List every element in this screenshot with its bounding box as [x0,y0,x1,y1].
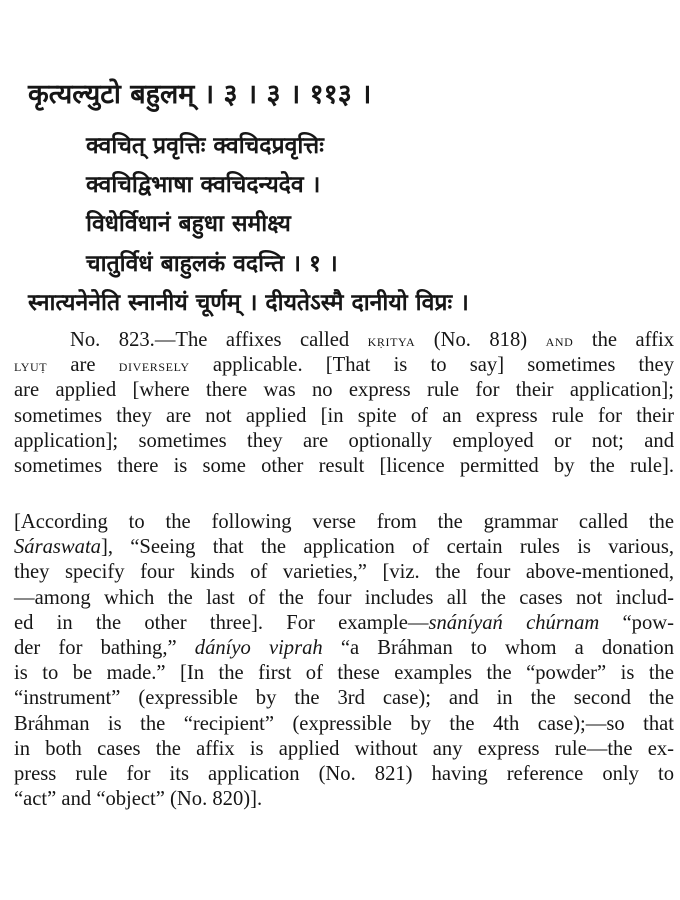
text-line: Sáraswata], “Seeing that the application of certain rules is various, [14,536,674,559]
text-line: they specify four kinds of varieties,” [viz. the four above-mentioned, [14,561,674,584]
text-line: —among which the last of the four includes all the cases not includ- [14,586,674,609]
text-line: “act” and “object” (No. 820)]. [14,788,263,811]
text-line: der for bathing,” dáníyo viprah “a Bráhman to whom a donation [14,636,674,659]
verse-line-2: क्वचिद्विभाषा क्वचिदन्यदेव । [86,172,321,198]
text-line: application]; sometimes they are optionally employed or not; and [14,429,674,452]
commentary-paragraph-2 [14,510,674,812]
text-line: No. 823.—The affixes called kṛitya (No. 818) and the affix [70,329,674,351]
commentary-paragraph-1 [14,328,674,479]
example-line: स्नात्यनेनेति स्नानीयं चूर्णम् । दीयतेऽस्मै दानीयो विप्रः । [28,290,469,316]
text-line: sometimes there is some other result [licence permitted by the rule]. [14,454,674,477]
text-line: ed in the other three]. For example—snáníyań chúrnam “pow- [14,611,674,634]
text-line: Bráhman is the “recipient” (expressible by the 4th case);—so that [14,712,674,735]
verse-line-3: विधेर्विधानं बहुधा समीक्ष्य [86,211,291,237]
text-line: [According to the following verse from the grammar called the [14,511,674,533]
text-line: press rule for its application (No. 821) having reference only to [14,762,674,785]
text-line: is to be made.” [In the first of these examples the “powder” is the [14,662,674,685]
text-line: sometimes they are not applied [in spite of an express rule for their [14,404,674,427]
text-line: “instrument” (expressible by the 3rd case); and in the second the [14,687,674,710]
verse-line-4: चातुर्विधं बाहुलकं वदन्ति । १ । [86,251,338,277]
text-line: in both cases the affix is applied without any express rule—the ex- [14,737,674,760]
text-line: lyuṭ are diversely applicable. [That is to say] sometimes they [14,354,674,377]
verse-line-1: क्वचित् प्रवृत्तिः क्वचिदप्रवृत्तिः [86,133,324,159]
sutra-heading: कृत्यल्युटो बहुलम् । ३ । ३ । ११३ । [28,79,372,110]
text-line: are applied [where there was no express rule for their application]; [14,379,674,402]
